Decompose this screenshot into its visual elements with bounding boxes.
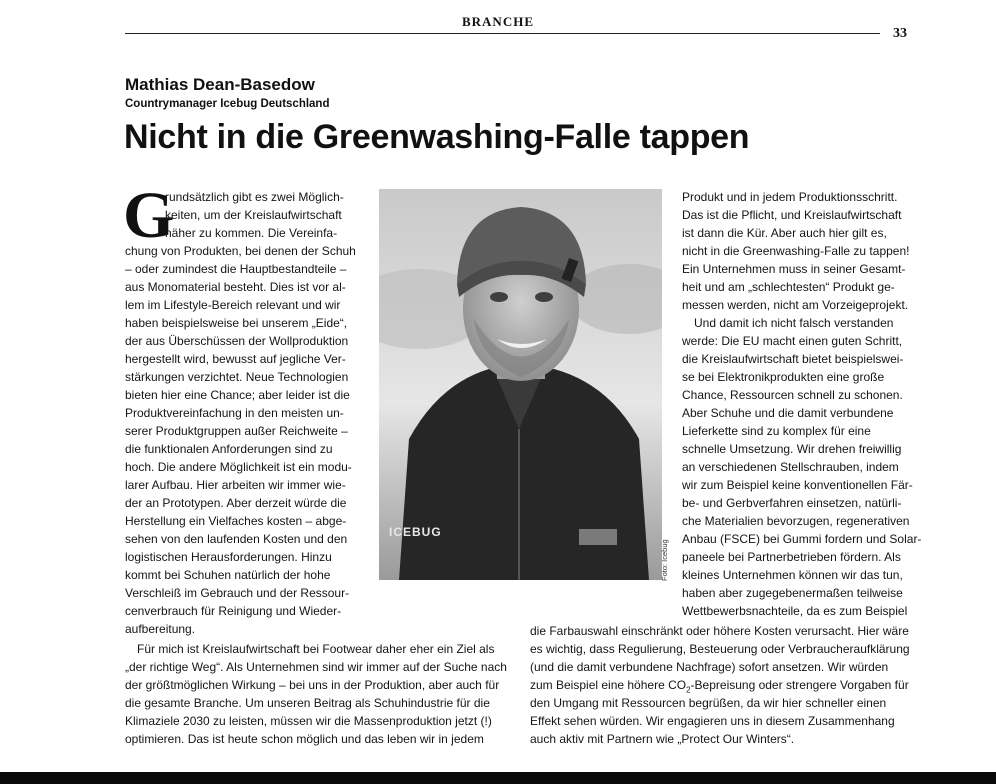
text-line: stärkungen verzichtet. Neue Technologien (125, 370, 349, 384)
header-rule (125, 33, 880, 34)
text-line: optimieren. Das ist heute schon möglich und das leben wir in jedem (125, 732, 484, 746)
text-line: Klimaziele 2030 zu leisten, müssen wir die Massenproduktion jetzt (!) (125, 714, 492, 728)
text-line: hergestellt wird, bewusst auf jegliche Ver- (125, 352, 346, 366)
text-line: logistischen Herausforderungen. Hinzu (125, 550, 332, 564)
text-line: che Materialien bevorzugen, regenerativen (682, 514, 910, 528)
portrait-illustration (379, 189, 662, 580)
text-line: Verschleiß im Gebrauch und der Ressour- (125, 586, 350, 600)
article-headline: Nicht in die Greenwashing-Falle tappen (124, 118, 750, 156)
portrait-photo (379, 189, 662, 580)
text-line: näher zu kommen. Die Vereinfa- (165, 226, 338, 240)
text-line: serer Produktgruppen außer Reichweite – (125, 424, 348, 438)
text-line: an verschiedenen Stellschrauben, indem (682, 460, 899, 474)
text-line: paneele bei Partnerbetrieben fördern. Als (682, 550, 901, 564)
text-fragment: zum Beispiel eine höhere CO (530, 678, 687, 692)
text-line: Für mich ist Kreislaufwirtschaft bei Footwear daher eher ein Ziel als (137, 642, 495, 656)
text-line: die funktionalen Anforderungen sind zu (125, 442, 333, 456)
jacket-logo-text: ICEBUG (389, 525, 442, 539)
col1-tail (125, 640, 507, 748)
text-line: cenverbrauch für Reinigung und Wieder- (125, 604, 342, 618)
text-line: auch aktiv mit Partnern wie „Protect Our Winters“. (530, 732, 795, 746)
text-line: ist dann die Kür. Aber auch hier gilt es, (682, 226, 887, 240)
author-name: Mathias Dean-Basedow (125, 75, 315, 94)
text-line: „der richtige Weg“. Als Unternehmen sind wir immer auf der Suche nach (125, 660, 507, 674)
text-line: aufbereitung. (125, 622, 196, 636)
drop-cap: G (123, 179, 175, 252)
text-line: Produkt und in jedem Produktionsschritt. (682, 190, 898, 204)
text-line: Produktvereinfachung in den meisten un- (125, 406, 344, 420)
text-line: (und die damit verbundene Nachfrage) sofort ansetzen. Wir würden (530, 660, 889, 674)
text-line: Anbau (FSCE) bei Gummi fordern und Solar- (682, 532, 922, 546)
text-line: bieten hier eine Chance; aber leider ist die (125, 388, 350, 402)
text-line: se bei Elektronikprodukten eine große (682, 370, 885, 384)
text-line: hoch. Die andere Möglichkeit ist ein modu- (125, 460, 352, 474)
col2-tail (530, 622, 910, 748)
text-line: Herstellung ein Vielfaches kosten – abge- (125, 514, 347, 528)
text-line: haben beispielsweise bei unserem „Eide“, (125, 316, 348, 330)
col1-dropcap-lines (165, 188, 344, 242)
text-line: aus Monomaterial besteht. Dies ist vor al- (125, 280, 346, 294)
text-line: haben aber zugegebenermaßen teilweise (682, 586, 903, 600)
text-line: heit und am „schlechtesten“ Produkt ge- (682, 280, 895, 294)
text-line: die Kreislaufwirtschaft bietet beispielswei- (682, 352, 904, 366)
text-line: Und damit ich nicht falsch verstanden (694, 316, 894, 330)
text-line: der an Prototypen. Aber derzeit würde die (125, 496, 347, 510)
text-line: kommt bei Schuhen natürlich der hohe (125, 568, 331, 582)
text-line: keiten, um der Kreislaufwirtschaft (165, 208, 342, 222)
text-line: wir zum Beispiel keine konventionellen Fär- (682, 478, 913, 492)
text-line: werde: Die EU macht einen guten Schritt, (682, 334, 903, 348)
text-line: Ein Unternehmen muss in seiner Gesamt- (682, 262, 906, 276)
section-label: BRANCHE (461, 14, 534, 29)
text-line: be- und Gerbverfahren einsetzen, natürli- (682, 496, 902, 510)
text-line: nicht in die Greenwashing-Falle zu tappen! (682, 244, 910, 258)
text-line: den Umgang mit Ressourcen begrüßen, da wir hier schneller einen (530, 696, 887, 710)
text-line: sehen von den laufenden Kosten und den (125, 532, 348, 546)
text-line: rundsätzlich gibt es zwei Möglich- (165, 190, 344, 204)
text-line: der aus Überschüssen der Wollproduktion (125, 334, 349, 348)
text-line: lem im Lifestyle-Bereich relevant und wir (125, 298, 341, 312)
page-number: 33 (893, 26, 907, 41)
text-line: Chance, Ressourcen schnell zu schonen. (682, 388, 903, 402)
text-line: Das ist die Pflicht, und Kreislaufwirtschaft (682, 208, 902, 222)
text-line: Aber Schuhe und die damit verbundene (682, 406, 894, 420)
text-line: – oder zumindest die Hauptbestandteile – (125, 262, 347, 276)
text-line: kleines Unternehmen können wir das tun, (682, 568, 903, 582)
text-line: chung von Produkten, bei denen der Schuh (125, 244, 356, 258)
text-line: messen werden, nicht am Vorzeigeprojekt. (682, 298, 909, 312)
text-line: Lieferkette sind zu komplex für eine (682, 424, 871, 438)
text-line: Effekt sehen würden. Wir engagieren uns in diesem Zusammenhang (530, 714, 895, 728)
bottom-bar (0, 772, 996, 784)
text-fragment: -Bepreisung oder strengere Vorgaben für (690, 678, 909, 692)
subscript-two: 2 (686, 685, 691, 695)
author-role: Countrymanager Icebug Deutschland (125, 98, 330, 110)
text-line: die Farbauswahl einschränkt oder höhere Kosten verursacht. Hier wäre (530, 624, 909, 638)
text-line-co2 (530, 676, 910, 694)
text-line: schnelle Umsetzung. Wir drehen freiwillig (682, 442, 902, 456)
photo-credit: Foto: Icebug (660, 539, 669, 581)
col1-body (125, 242, 356, 638)
text-line: die gesamte Branche. Um unseren Beitrag als Schuhindustrie für die (125, 696, 490, 710)
text-line: larer Aufbau. Hier arbeiten wir immer wie- (125, 478, 346, 492)
col2-body (682, 188, 921, 620)
text-line: es wichtig, dass Regulierung, Besteuerung oder Verbraucheraufklärung (530, 642, 910, 656)
text-line: Wettbewerbsnachteile, da es zum Beispiel (682, 604, 908, 618)
text-line: der größtmöglichen Wirkung – bei uns in der Produktion, aber auch für (125, 678, 500, 692)
